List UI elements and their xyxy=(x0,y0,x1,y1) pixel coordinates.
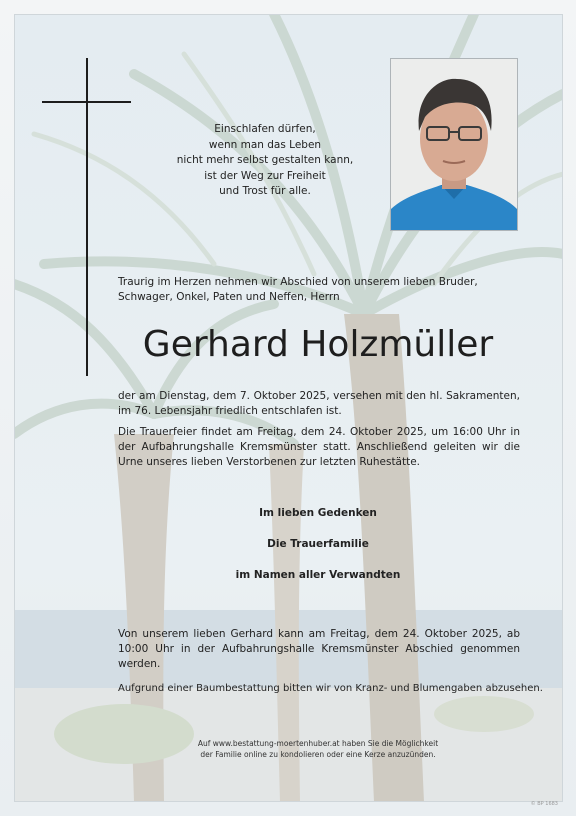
portrait-photo xyxy=(390,58,518,231)
ceremony-paragraph: Die Trauerfeier findet am Freitag, dem 24. Oktober 2025, um 16:00 Uhr in der Aufbahrungshalle Kremsmünster statt. Anschließend geleiten wir die Urne unseres lieben Verstorbenen zur letzten Ruhestätte. xyxy=(118,426,520,468)
poem-line: ist der Weg zur Freiheit xyxy=(204,169,326,182)
cross-icon-bar xyxy=(42,101,131,103)
farewell-paragraph: Von unserem lieben Gerhard kann am Freitag, dem 24. Oktober 2025, ab 10:00 Uhr in der Aufbahrungshalle Kremsmünster Abschied genommen werden. xyxy=(118,628,520,670)
intro-text: Traurig im Herzen nehmen wir Abschied von unserem lieben Bruder, Schwager, Onkel, Paten und Neffen, Herrn xyxy=(118,276,478,303)
cross-icon xyxy=(86,58,88,376)
poem-line: Einschlafen dürfen, xyxy=(214,123,316,135)
footer-line-2: der Familie online zu kondolieren oder eine Kerze anzuzünden. xyxy=(200,750,436,759)
closing-line-2: Die Trauerfamilie xyxy=(267,538,369,550)
closing-line-3: im Namen aller Verwandten xyxy=(235,569,401,581)
deceased-name: Gerhard Holzmüller xyxy=(142,324,494,365)
burial-note: Aufgrund einer Baumbestattung bitten wir von Kranz- und Blumengaben abzusehen. xyxy=(118,683,543,694)
footer-line-1: Auf www.bestattung-moertenhuber.at haben Sie die Möglichkeit xyxy=(197,739,439,748)
poem-line: wenn man das Leben xyxy=(208,138,322,151)
closing-line-1: Im lieben Gedenken xyxy=(259,507,377,519)
template-code: © BP 1683 xyxy=(530,801,558,807)
footer xyxy=(118,738,518,760)
poem xyxy=(150,122,380,200)
death-paragraph: der am Dienstag, dem 7. Oktober 2025, versehen mit den hl. Sakramenten, im 76. Lebensjahr friedlich entschlafen ist. xyxy=(118,390,520,417)
poem-line: nicht mehr selbst gestalten kann, xyxy=(176,154,354,166)
poem-line: und Trost für alle. xyxy=(219,185,311,197)
